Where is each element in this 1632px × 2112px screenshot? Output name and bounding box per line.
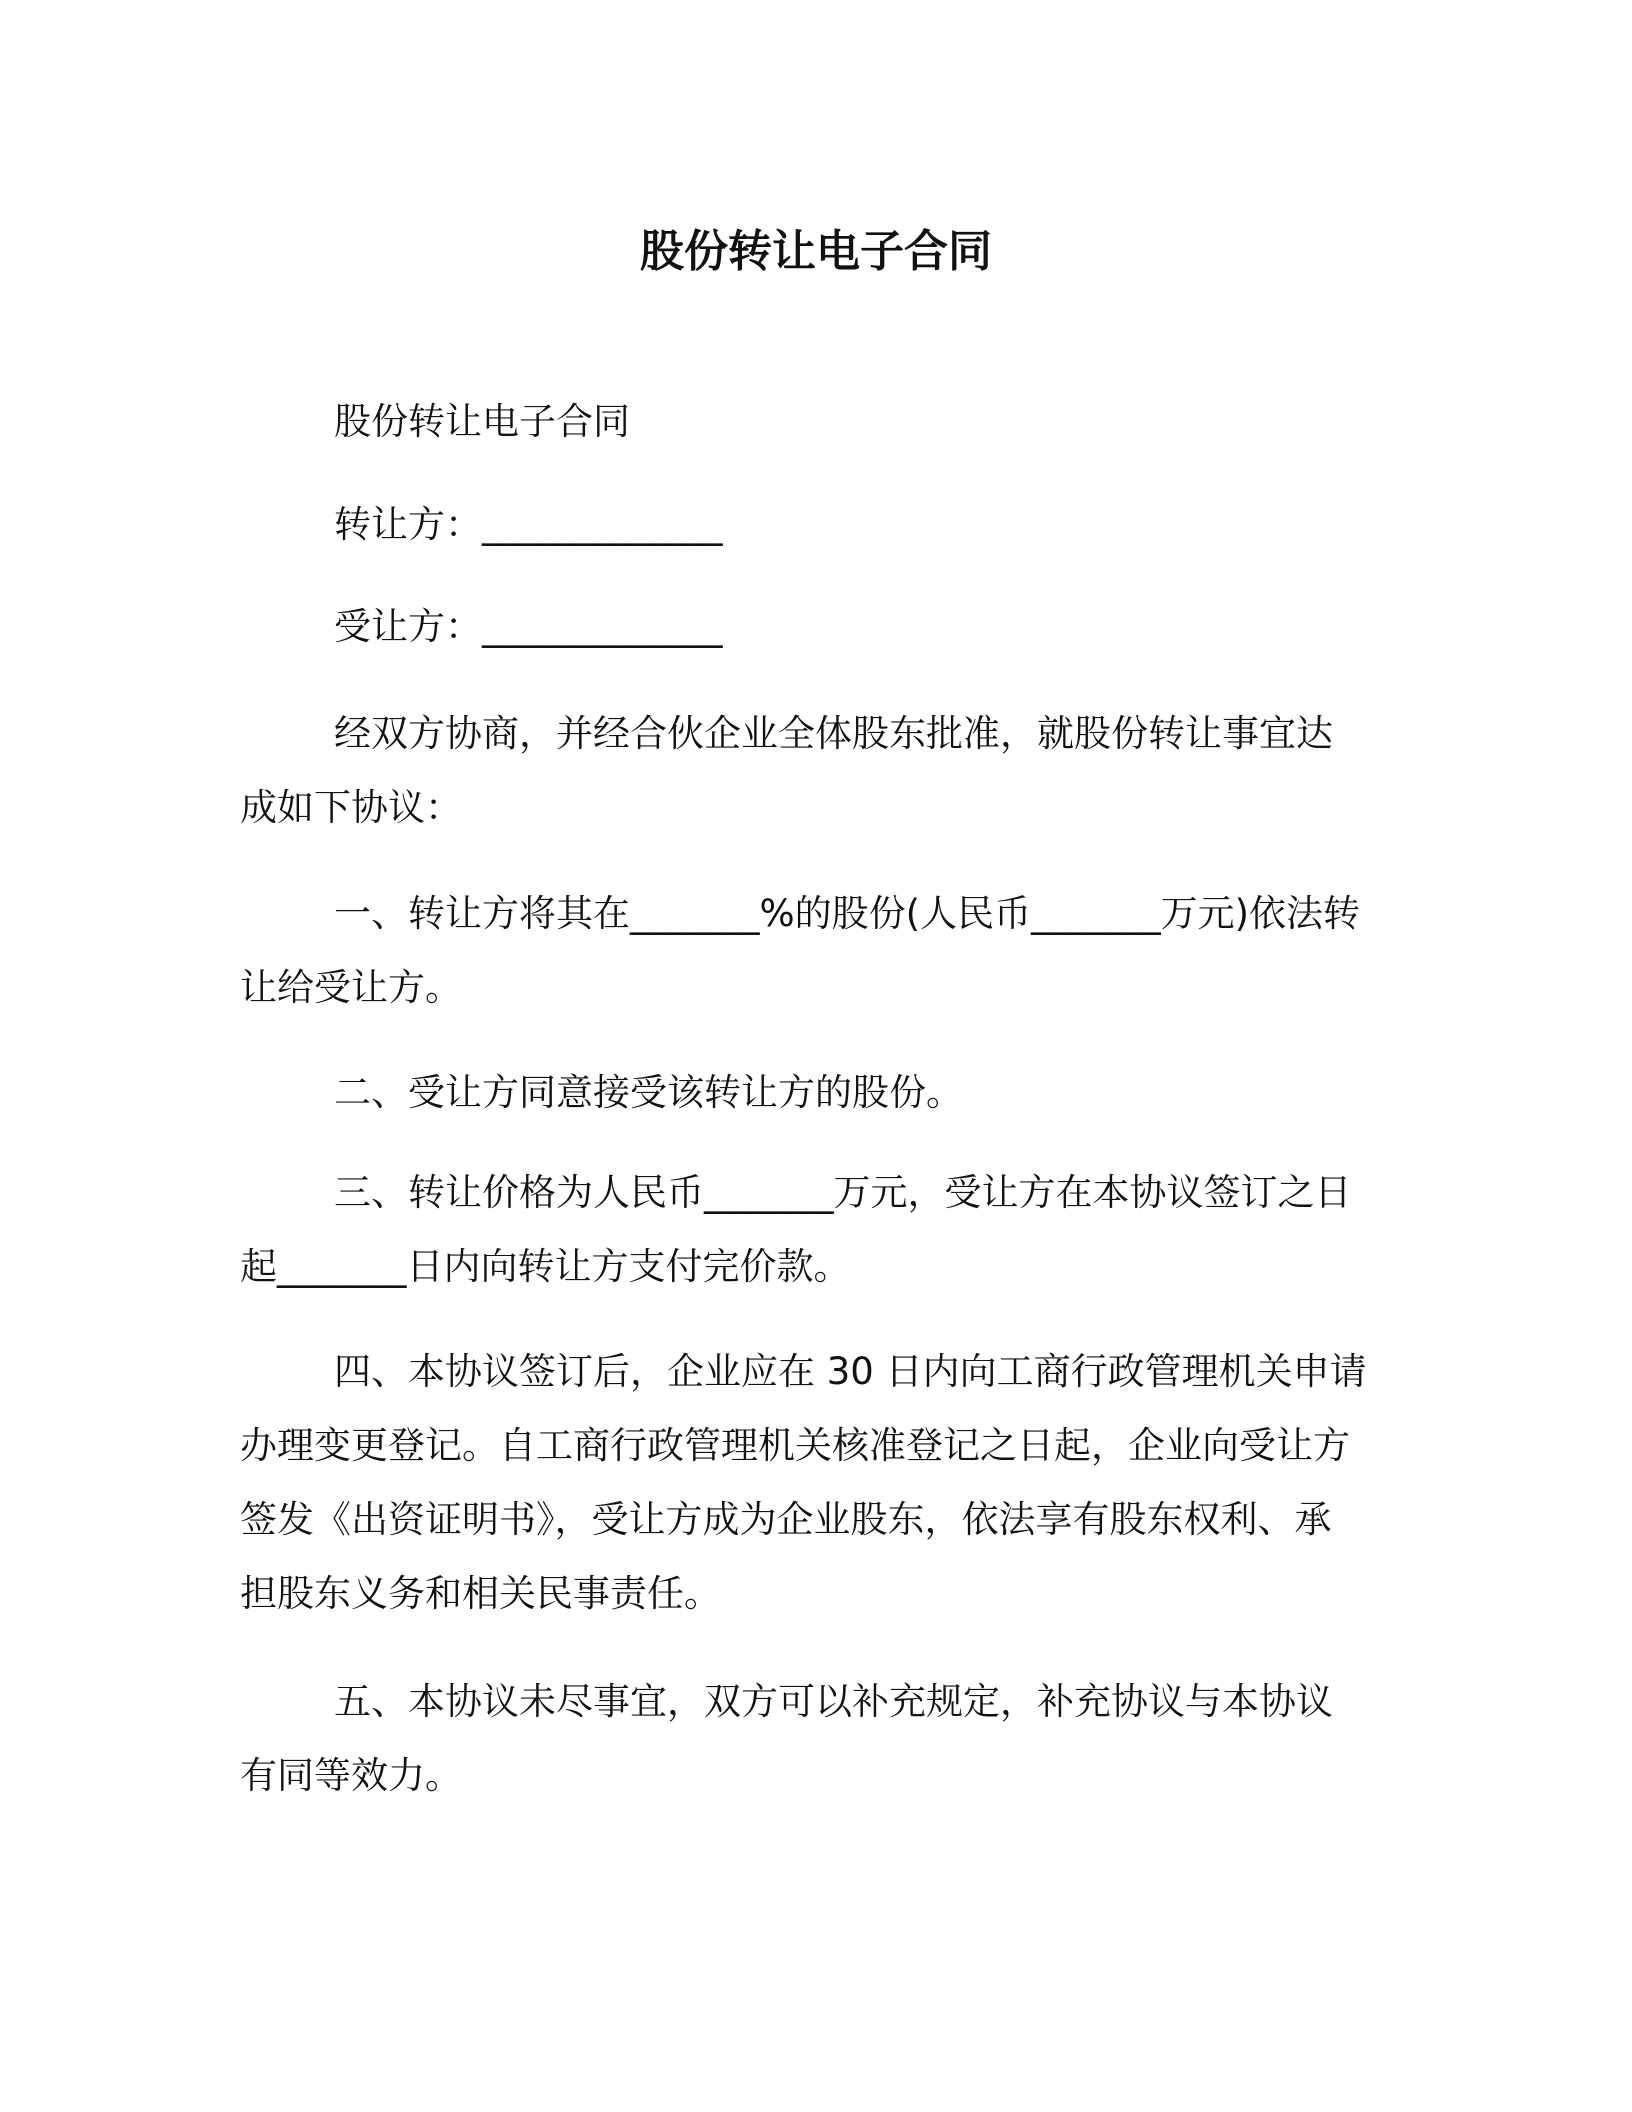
document-title: 股份转让电子合同 xyxy=(640,226,992,277)
transferor-line: 转让方：_____________ xyxy=(334,503,723,546)
transferee-line: 受让方：_____________ xyxy=(334,605,723,648)
clause-4-paragraph: 四、本协议签订后，企业应在 30 日内向工商行政管理机关申请办理变更登记。自工商行政管理机关核准登记之日起，企业向受让方签发《出资证明书》，受让方成为企业股东，依法享有股东权利、承担股东义务和相关民事责任。 xyxy=(240,1350,1367,1615)
document-subtitle: 股份转让电子合同 xyxy=(334,400,630,443)
preamble-paragraph: 经双方协商，并经合伙企业全体股东批准，就股份转让事宜达成如下协议： xyxy=(240,712,1333,829)
clause-3-paragraph: 三、转让价格为人民币_______万元，受让方在本协议签订之日起_______日内向转让方支付完价款。 xyxy=(240,1171,1352,1288)
clause-1-paragraph: 一、转让方将其在_______%的股份(人民币_______万元)依法转让给受让方。 xyxy=(240,892,1361,1009)
clause-2-paragraph: 二、受让方同意接受该转让方的股份。 xyxy=(334,1071,963,1114)
clause-5-paragraph: 五、本协议未尽事宜，双方可以补充规定，补充协议与本协议有同等效力。 xyxy=(240,1680,1333,1797)
